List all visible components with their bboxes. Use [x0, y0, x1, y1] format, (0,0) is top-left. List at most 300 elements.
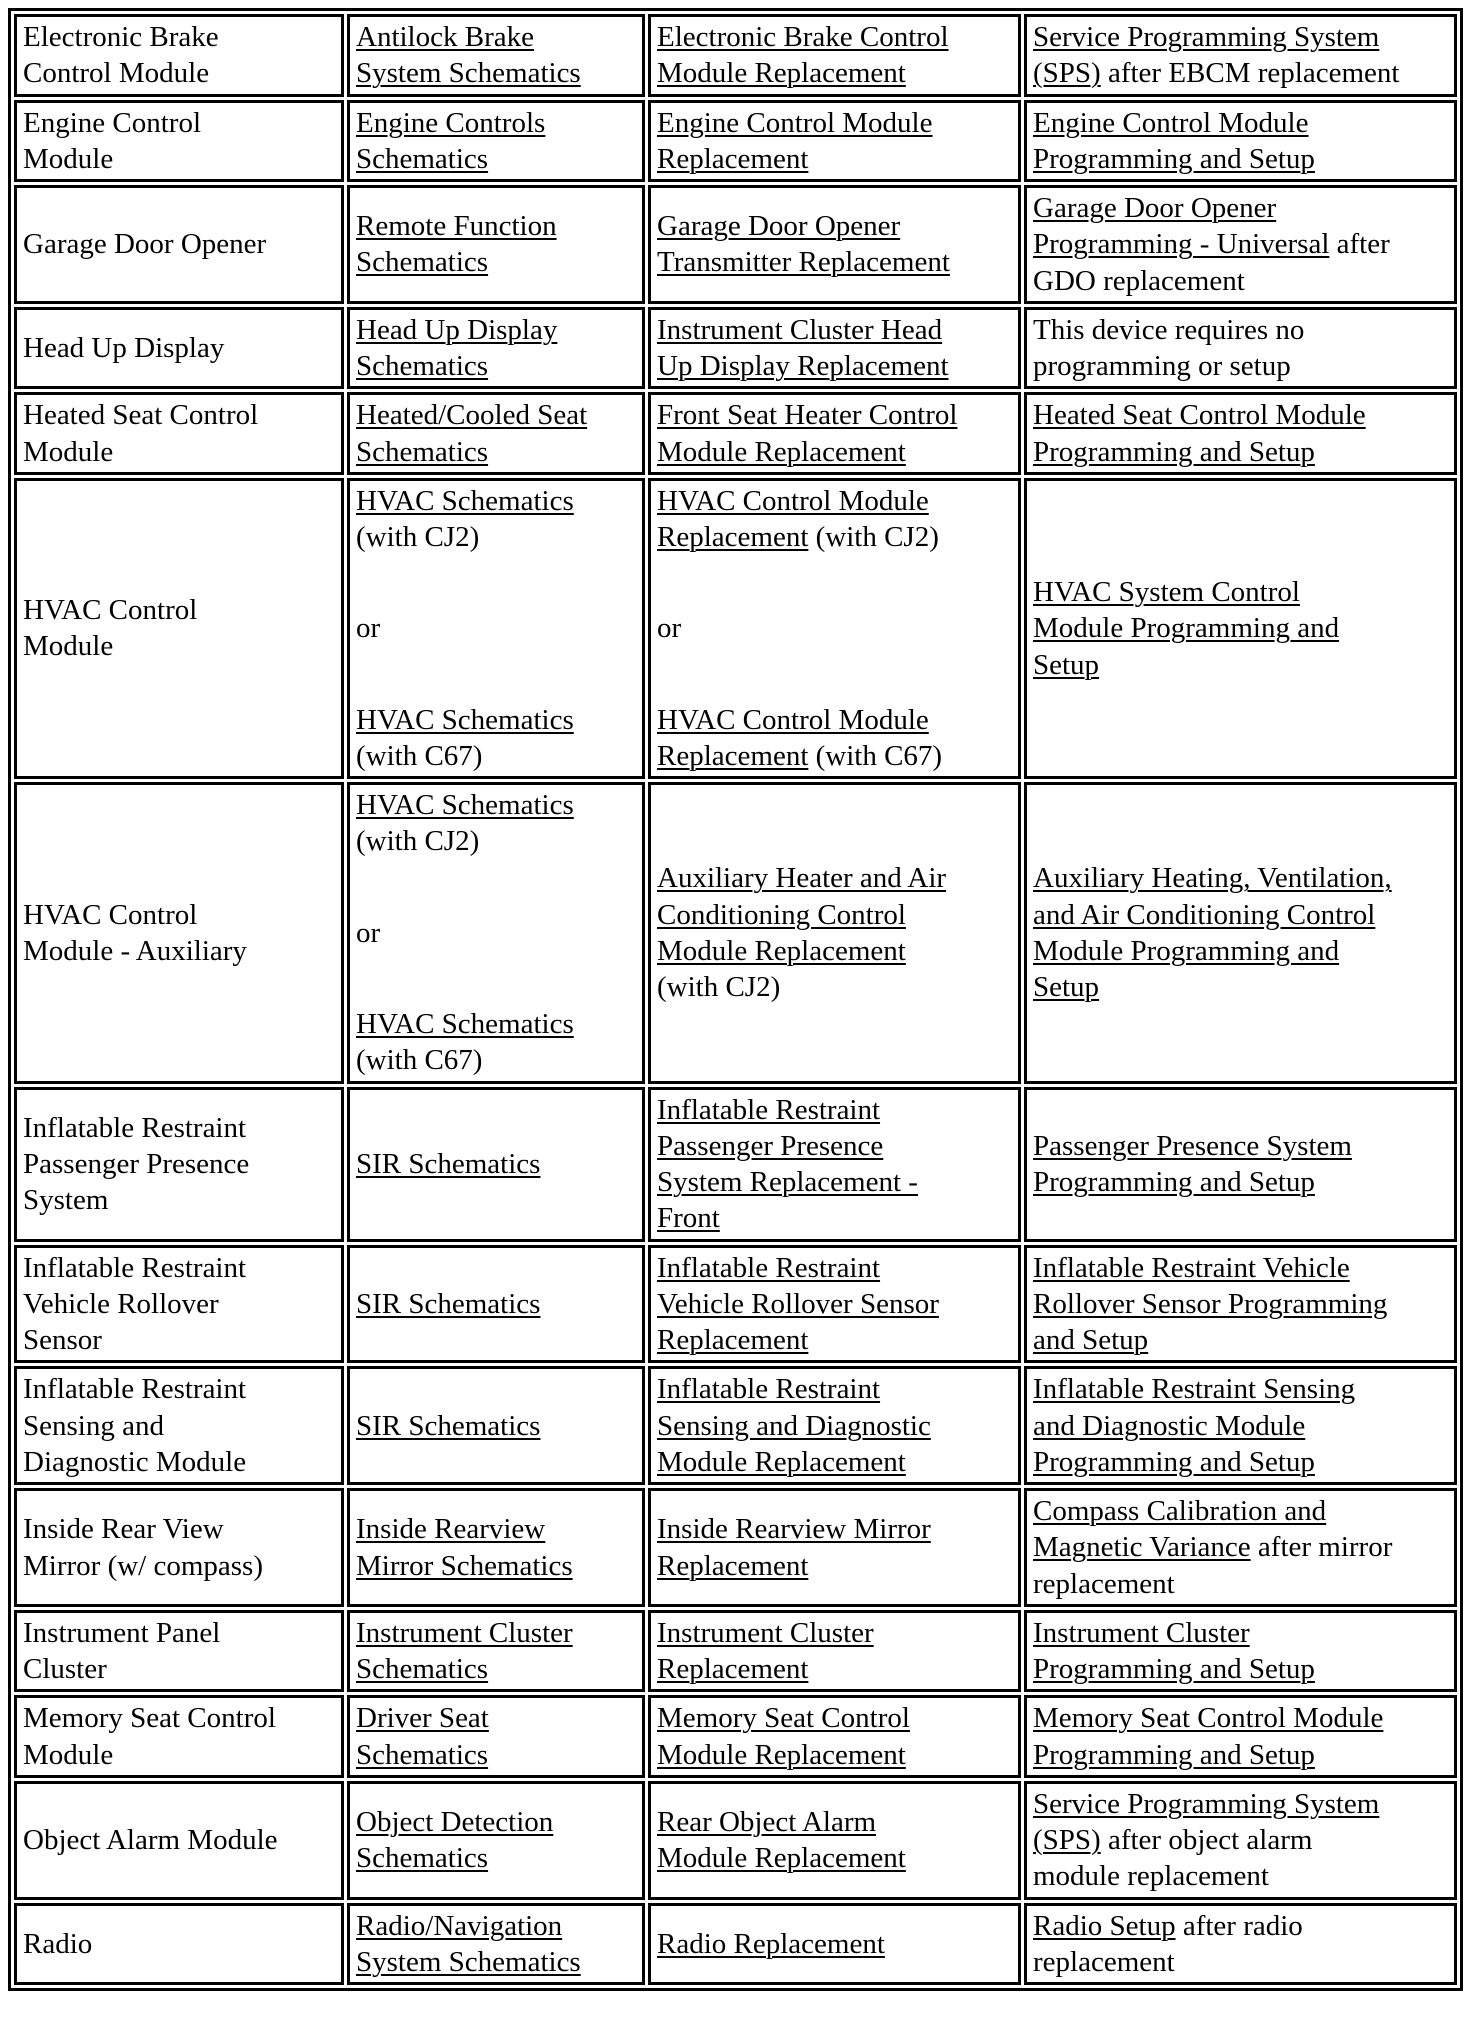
doc-link[interactable]: Inflatable Restraint [657, 1251, 881, 1284]
text-line [356, 1408, 636, 1444]
text-line [23, 1926, 335, 1962]
text-segment: Engine Control [23, 106, 202, 139]
text-segment: Inflatable Restraint [23, 1373, 247, 1406]
table-row [14, 392, 1457, 475]
text-segment: Heated Seat Control [23, 399, 259, 432]
schematics-link-cell [347, 1695, 645, 1778]
programming-setup-cell [1024, 307, 1457, 390]
text-line [1033, 226, 1448, 262]
text-line [23, 1737, 335, 1773]
table-row [14, 185, 1457, 304]
doc-link[interactable]: Memory Seat Control Module [1033, 1702, 1384, 1735]
text-line [1033, 1444, 1448, 1480]
text-line [657, 1511, 1012, 1547]
text-line [1033, 348, 1448, 384]
text-line [657, 969, 1012, 1005]
text-line [23, 1444, 335, 1480]
module-name-cell [14, 478, 344, 779]
text-line [23, 897, 335, 933]
text-line [657, 1700, 1012, 1736]
text-segment: programming or setup [1033, 350, 1291, 382]
programming-setup-cell [1024, 14, 1457, 97]
doc-link[interactable]: SIR Schematics [356, 1148, 541, 1180]
text-line [356, 1548, 636, 1584]
doc-link[interactable]: Object Detection [356, 1806, 554, 1838]
text-line [657, 1164, 1012, 1200]
text-line [1033, 19, 1448, 55]
programming-setup-cell [1024, 1245, 1457, 1364]
doc-link[interactable]: Compass Calibration and [1033, 1495, 1327, 1528]
text-line [356, 915, 636, 951]
text-segment: after mirror [1250, 1531, 1393, 1564]
doc-link[interactable]: Memory Seat Control [657, 1702, 910, 1735]
doc-link[interactable]: SIR Schematics [356, 1409, 541, 1442]
text-line [356, 610, 636, 646]
text-line [657, 1322, 1012, 1358]
text-line [1033, 1529, 1448, 1565]
text-line [1033, 1493, 1448, 1529]
text-line [23, 1322, 335, 1358]
programming-setup-cell [1024, 782, 1457, 1083]
module-name-cell [14, 1245, 344, 1364]
text-segment: Module [23, 1738, 114, 1771]
text-segment: after object alarm [1100, 1824, 1313, 1857]
text-line [657, 702, 1012, 738]
doc-link[interactable]: Module Replacement [657, 1842, 906, 1875]
text-line [657, 312, 1012, 348]
doc-link[interactable]: System Replacement - [657, 1166, 918, 1199]
doc-link[interactable]: HVAC Control Module [657, 484, 929, 517]
text-line [23, 628, 335, 664]
programming-setup-cell [1024, 1366, 1457, 1485]
replacement-link-cell [648, 1366, 1021, 1485]
text-line [657, 610, 1012, 646]
doc-link[interactable]: Engine Controls [356, 106, 546, 139]
text-line [1033, 933, 1448, 969]
doc-link[interactable]: SIR Schematics [356, 1287, 541, 1320]
text-line [1033, 647, 1448, 683]
replacement-link-cell [648, 307, 1021, 390]
text-segment: Object Alarm Module [23, 1824, 278, 1857]
text-line [1033, 397, 1448, 433]
text-segment: Module [23, 435, 114, 468]
text-line [1033, 1737, 1448, 1773]
text-line [1033, 1615, 1448, 1651]
module-name-cell [14, 14, 344, 97]
doc-link[interactable]: Passenger Presence System [1033, 1129, 1352, 1162]
text-line [657, 1250, 1012, 1286]
module-name-cell [14, 1903, 344, 1986]
text-line [356, 312, 636, 348]
programming-setup-cell [1024, 1087, 1457, 1242]
doc-link[interactable]: System Schematics [356, 57, 581, 90]
table-row [14, 1087, 1457, 1242]
doc-link[interactable]: Radio Setup [1033, 1909, 1176, 1942]
text-line [356, 823, 636, 859]
doc-link[interactable]: HVAC Schematics [356, 703, 574, 736]
doc-link[interactable]: Service Programming System [1033, 1787, 1380, 1820]
module-programming-table [8, 8, 1463, 1991]
doc-link[interactable]: Up Display Replacement [657, 350, 949, 382]
replacement-link-cell [648, 185, 1021, 304]
table-row [14, 1781, 1457, 1900]
text-line [657, 1092, 1012, 1128]
text-line [1033, 610, 1448, 646]
programming-setup-cell [1024, 478, 1457, 779]
text-segment: (with CJ2) [808, 521, 939, 553]
text-line [657, 483, 1012, 519]
text-line [23, 434, 335, 470]
text-line [356, 1146, 636, 1182]
doc-link[interactable]: Instrument Cluster Head [657, 313, 943, 346]
text-line [1033, 55, 1448, 91]
module-name-cell [14, 100, 344, 183]
text-segment: Memory Seat Control [23, 1702, 276, 1735]
text-line [356, 738, 636, 774]
text-line [356, 1006, 636, 1042]
text-line [23, 1182, 335, 1218]
text-segment: Garage Door Opener [23, 228, 267, 261]
schematics-link-cell [347, 307, 645, 390]
text-segment: Radio [23, 1927, 93, 1960]
text-line [657, 1926, 1012, 1962]
schematics-link-cell [347, 1488, 645, 1607]
replacement-link-cell [648, 782, 1021, 1083]
doc-link[interactable]: Module Replacement [657, 435, 906, 468]
doc-link[interactable]: Replacement [657, 1653, 809, 1686]
table-row [14, 1610, 1457, 1693]
doc-link[interactable]: Programming and Setup [1033, 142, 1315, 175]
doc-link[interactable]: Programming and Setup [1033, 1653, 1315, 1686]
module-name-cell [14, 1695, 344, 1778]
text-line [356, 1286, 636, 1322]
doc-link[interactable]: Vehicle Rollover Sensor [657, 1287, 939, 1320]
table-row [14, 1695, 1457, 1778]
text-line [23, 1250, 335, 1286]
text-line [1033, 1566, 1448, 1602]
doc-link[interactable]: Programming and Setup [1033, 1445, 1315, 1478]
doc-link[interactable]: Auxiliary Heater and Air [657, 862, 947, 895]
doc-link[interactable]: Replacement [657, 521, 809, 553]
doc-link[interactable]: Schematics [356, 1842, 489, 1875]
text-line [657, 1840, 1012, 1876]
text-line [1033, 1786, 1448, 1822]
doc-link[interactable]: Programming and Setup [1033, 1738, 1315, 1771]
text-segment: Sensing and [23, 1409, 164, 1442]
doc-link[interactable]: Heated Seat Control Module [1033, 399, 1366, 432]
doc-link[interactable]: Engine Control Module [657, 106, 933, 139]
doc-link[interactable]: Replacement [657, 1549, 809, 1582]
doc-link[interactable]: Rear Object Alarm [657, 1806, 877, 1838]
doc-link[interactable]: Antilock Brake [356, 21, 534, 53]
text-line [1033, 1286, 1448, 1322]
text-segment: Sensor [23, 1324, 102, 1357]
doc-link[interactable]: Inside Rearview [356, 1513, 546, 1546]
text-segment: or [356, 612, 381, 645]
text-line [657, 208, 1012, 244]
doc-link[interactable]: Auxiliary Heating, Ventilation, [1033, 862, 1392, 895]
schematics-link-cell [347, 1245, 645, 1364]
text-line [23, 105, 335, 141]
text-line [1033, 1250, 1448, 1286]
doc-link[interactable]: Conditioning Control [657, 898, 906, 931]
replacement-link-cell [648, 1488, 1021, 1607]
replacement-link-cell [648, 1245, 1021, 1364]
text-segment: replacement [1033, 1567, 1175, 1600]
table-row [14, 1366, 1457, 1485]
doc-link[interactable]: Replacement [657, 1324, 809, 1357]
text-line [657, 1804, 1012, 1840]
text-segment: or [657, 612, 682, 645]
doc-link[interactable]: HVAC Control Module [657, 703, 929, 736]
text-line [657, 1408, 1012, 1444]
replacement-link-cell [648, 478, 1021, 779]
module-name-cell [14, 1488, 344, 1607]
doc-link[interactable]: Heated/Cooled Seat [356, 399, 588, 432]
table-row [14, 1245, 1457, 1364]
table-row [14, 14, 1457, 97]
text-line [356, 434, 636, 470]
text-line [356, 1511, 636, 1547]
text-line [23, 1286, 335, 1322]
programming-setup-cell [1024, 1488, 1457, 1607]
doc-link[interactable]: Front [657, 1202, 720, 1235]
doc-link[interactable]: Schematics [356, 435, 489, 468]
text-segment: Mirror (w/ compass) [23, 1549, 264, 1582]
replacement-link-cell [648, 1610, 1021, 1693]
text-line [1033, 190, 1448, 226]
text-line [356, 1804, 636, 1840]
schematics-link-cell [347, 392, 645, 475]
schematics-link-cell [347, 14, 645, 97]
programming-setup-cell [1024, 1781, 1457, 1900]
text-segment: HVAC Control [23, 898, 198, 931]
doc-link[interactable]: Electronic Brake Control [657, 21, 949, 53]
doc-link[interactable]: Front Seat Heater Control [657, 399, 958, 432]
doc-link[interactable]: Setup [1033, 971, 1100, 1004]
doc-link[interactable]: Module Replacement [657, 57, 906, 90]
doc-link[interactable]: Module Programming and [1033, 934, 1340, 967]
doc-link[interactable]: Service Programming System [1033, 21, 1380, 53]
schematics-link-cell [347, 1366, 645, 1485]
doc-link[interactable]: Instrument Cluster [356, 1616, 573, 1649]
schematics-link-cell [347, 1781, 645, 1900]
text-line [657, 1615, 1012, 1651]
doc-link[interactable]: Replacement [657, 142, 809, 175]
table-row [14, 478, 1457, 779]
doc-link[interactable]: Instrument Cluster [1033, 1616, 1250, 1649]
doc-link[interactable]: HVAC Schematics [356, 484, 574, 517]
text-segment: after EBCM replacement [1100, 57, 1400, 90]
replacement-link-cell [648, 1695, 1021, 1778]
text-line [356, 1700, 636, 1736]
doc-link[interactable]: Programming and Setup [1033, 435, 1315, 468]
modules-table-body [14, 14, 1457, 1985]
text-line [657, 244, 1012, 280]
text-line [657, 397, 1012, 433]
text-line [1033, 1944, 1448, 1980]
doc-link[interactable]: Garage Door Opener [1033, 192, 1277, 224]
doc-link[interactable]: Module Replacement [657, 934, 906, 967]
text-segment: Inflatable Restraint [23, 1251, 247, 1284]
text-segment: Module [23, 142, 114, 175]
doc-link[interactable]: Programming - Universal [1033, 228, 1330, 261]
blank-line [356, 647, 636, 702]
text-segment: after radio [1175, 1909, 1303, 1942]
text-line [356, 1651, 636, 1687]
doc-link[interactable]: Schematics [356, 142, 489, 175]
text-segment: Cluster [23, 1653, 107, 1686]
module-name-cell [14, 1366, 344, 1485]
text-line [1033, 1371, 1448, 1407]
text-line [657, 19, 1012, 55]
doc-link[interactable]: Transmitter Replacement [657, 246, 950, 279]
blank-line [356, 555, 636, 610]
text-line [657, 738, 1012, 774]
schematics-link-cell [347, 782, 645, 1083]
text-line [1033, 1322, 1448, 1358]
text-segment: Module - Auxiliary [23, 934, 247, 967]
programming-setup-cell [1024, 1903, 1457, 1986]
text-line [1033, 969, 1448, 1005]
text-line [23, 1651, 335, 1687]
text-line [1033, 1822, 1448, 1858]
doc-link[interactable]: Garage Door Opener [657, 210, 901, 243]
doc-link[interactable]: Driver Seat [356, 1702, 489, 1735]
text-line [356, 397, 636, 433]
text-line [356, 1737, 636, 1773]
table-row [14, 1488, 1457, 1607]
doc-link[interactable]: System Schematics [356, 1945, 581, 1978]
text-line [657, 1444, 1012, 1480]
doc-link[interactable]: Magnetic Variance [1033, 1531, 1251, 1564]
doc-link[interactable]: Rollover Sensor Programming [1033, 1287, 1388, 1320]
doc-link[interactable]: and Setup [1033, 1324, 1149, 1357]
schematics-link-cell [347, 100, 645, 183]
doc-link[interactable]: Radio/Navigation [356, 1909, 563, 1942]
text-segment: module replacement [1033, 1860, 1269, 1893]
doc-link[interactable]: Inflatable Restraint [657, 1373, 881, 1406]
replacement-link-cell [648, 1087, 1021, 1242]
doc-link[interactable]: Module Replacement [657, 1738, 906, 1771]
text-line [23, 1146, 335, 1182]
text-line [23, 1371, 335, 1407]
text-line [23, 1511, 335, 1547]
doc-link[interactable]: Inflatable Restraint [657, 1093, 881, 1126]
text-line [1033, 105, 1448, 141]
text-segment: System [23, 1184, 109, 1217]
table-row [14, 307, 1457, 390]
module-name-cell [14, 1610, 344, 1693]
doc-link[interactable]: HVAC Schematics [356, 1008, 574, 1041]
doc-link[interactable]: Module Programming and [1033, 612, 1340, 645]
text-line [356, 1944, 636, 1980]
module-name-cell [14, 1781, 344, 1900]
schematics-link-cell [347, 185, 645, 304]
text-line [23, 19, 335, 55]
text-segment: (with CJ2) [356, 825, 480, 858]
doc-link[interactable]: Schematics [356, 350, 489, 382]
text-segment: (with CJ2) [657, 971, 781, 1004]
text-segment: (with C67) [356, 1044, 483, 1077]
doc-link[interactable]: Schematics [356, 1738, 489, 1771]
text-line [1033, 1408, 1448, 1444]
schematics-link-cell [347, 1903, 645, 1986]
module-name-cell [14, 307, 344, 390]
schematics-link-cell [347, 1610, 645, 1693]
doc-link[interactable]: Radio Replacement [657, 1927, 885, 1960]
replacement-link-cell [648, 100, 1021, 183]
text-line [657, 933, 1012, 969]
text-line [356, 208, 636, 244]
doc-link[interactable]: Mirror Schematics [356, 1549, 573, 1582]
text-line [1033, 312, 1448, 348]
doc-link[interactable]: Replacement [657, 739, 809, 772]
blank-line [356, 951, 636, 1006]
text-segment: Module [23, 630, 114, 663]
doc-link[interactable]: Setup [1033, 648, 1100, 681]
schematics-link-cell [347, 1087, 645, 1242]
doc-link[interactable]: Inside Rearview Mirror [657, 1513, 931, 1546]
doc-link[interactable]: Schematics [356, 1653, 489, 1686]
module-name-cell [14, 185, 344, 304]
doc-link[interactable]: Sensing and Diagnostic [657, 1409, 931, 1442]
doc-link[interactable]: Engine Control Module [1033, 106, 1309, 139]
doc-link[interactable]: Remote Function [356, 210, 557, 243]
doc-link[interactable]: HVAC Schematics [356, 789, 574, 822]
text-line [23, 933, 335, 969]
text-segment: Instrument Panel [23, 1616, 221, 1649]
text-segment: replacement [1033, 1945, 1175, 1978]
doc-link[interactable]: (SPS) [1033, 1824, 1101, 1857]
doc-link[interactable]: Head Up Display [356, 313, 558, 346]
text-line [23, 397, 335, 433]
text-segment: Control Module [23, 57, 210, 90]
text-line [1033, 263, 1448, 299]
text-line [657, 1128, 1012, 1164]
doc-link[interactable]: and Air Conditioning Control [1033, 898, 1376, 931]
programming-setup-cell [1024, 185, 1457, 304]
module-name-cell [14, 1087, 344, 1242]
doc-link[interactable]: HVAC System Control [1033, 576, 1300, 609]
text-segment: Passenger Presence [23, 1148, 250, 1180]
text-line [356, 483, 636, 519]
doc-link[interactable]: Inflatable Restraint Vehicle [1033, 1251, 1350, 1284]
text-line [1033, 860, 1448, 896]
text-line [356, 702, 636, 738]
text-line [1033, 1700, 1448, 1736]
text-line [356, 105, 636, 141]
text-line [657, 1371, 1012, 1407]
module-name-cell [14, 782, 344, 1083]
text-line [657, 348, 1012, 384]
doc-link[interactable]: Programming and Setup [1033, 1166, 1315, 1199]
doc-link[interactable]: Schematics [356, 246, 489, 279]
schematics-link-cell [347, 478, 645, 779]
doc-link[interactable]: Passenger Presence [657, 1129, 884, 1162]
text-segment: (with C67) [808, 739, 943, 772]
doc-link[interactable]: Instrument Cluster [657, 1616, 874, 1649]
replacement-link-cell [648, 392, 1021, 475]
doc-link[interactable]: (SPS) [1033, 57, 1101, 90]
text-line [23, 1615, 335, 1651]
doc-link[interactable]: Module Replacement [657, 1445, 906, 1478]
doc-link[interactable]: and Diagnostic Module [1033, 1409, 1306, 1442]
text-line [1033, 1858, 1448, 1894]
doc-link[interactable]: Inflatable Restraint Sensing [1033, 1373, 1356, 1406]
text-segment: Vehicle Rollover [23, 1287, 219, 1320]
text-segment: (with CJ2) [356, 521, 480, 553]
